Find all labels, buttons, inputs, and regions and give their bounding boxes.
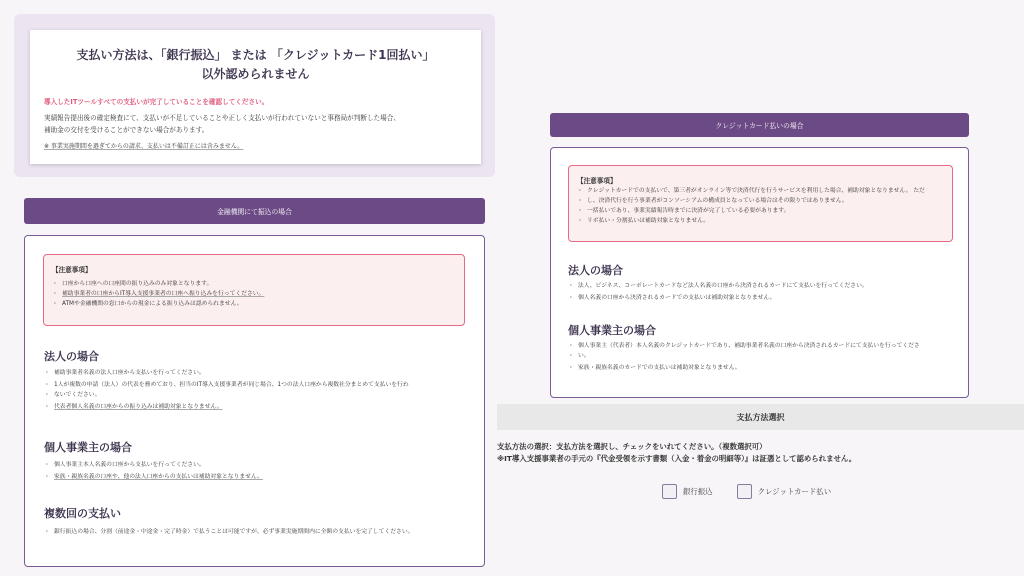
- bank-multi-list: [44, 527, 474, 539]
- list-item: ・ 法人、ビジネス、コーポレートカードなど法人名義の口座から決済されるカードにて支払いを行ってください。: [568, 281, 958, 291]
- bank-section-panel: [24, 235, 485, 567]
- list-item: ・ 家族・親族名義のカードでの支払いは補助対象となりません。: [568, 363, 958, 373]
- credit-sole-heading: 個人事業主の場合: [568, 324, 656, 337]
- list-item: ・ し、決済代行を行う事業者がコンソーシアムの構成員となっている場合はその限りではありません。: [577, 196, 949, 206]
- bank-sole-list: [44, 460, 469, 484]
- list-item: ・ 1人が複数の申請（法人）の代表を務めており、担当のIT導入支援事業者が同じ場合、1つの法人口座から複数社分まとめて支払いを行わ: [44, 380, 469, 390]
- list-item: ・ 一括払いであり、事業実績報告時までに決済が完了している必要があります。: [577, 206, 949, 216]
- credit-card-checkbox[interactable]: [737, 484, 752, 499]
- credit-corp-heading: 法人の場合: [568, 264, 623, 277]
- list-item: ・ 口座から口座への口座間の振り込みのみ対象となります。: [52, 279, 460, 289]
- credit-corp-list: [568, 281, 958, 305]
- list-item: ・ 補助事業者名義の法人口座から支払いを行ってください。: [44, 368, 469, 378]
- notice-footnote: ※ 事業実施期間を過ぎてからの請求、支払いは不備訂正には含みません。: [44, 143, 244, 150]
- list-item: ・ 個人事業主本人名義の口座から支払いを行ってください。: [44, 460, 469, 470]
- list-item: ・ 補助事業者の口座からIT導入支援事業者の口座へ振り込みを行ってください。: [52, 289, 460, 299]
- credit-caution-box: [568, 165, 953, 242]
- list-item: ・ い。: [568, 351, 958, 361]
- bank-transfer-label[interactable]: 銀行振込: [683, 487, 713, 496]
- notice-confirm-text: 導入したITツールすべての支払いが完了していることを確認してください。: [44, 98, 269, 106]
- bank-caution-box: [43, 254, 465, 326]
- credit-section-header: クレジットカード払いの場合: [550, 113, 969, 137]
- bank-multi-heading: 複数回の支払い: [44, 507, 121, 520]
- bank-corp-heading: 法人の場合: [44, 350, 99, 363]
- notice-title: 支払い方法は、「銀行振込」 または 「クレジットカード1回払い」 以外認められません: [76, 48, 435, 81]
- credit-caution-list: [577, 186, 949, 226]
- list-item: ・ クレジットカードでの支払いで、第三者がオンライン等で決済代行を行うサービスを利用した場合、補助対象となりません。 ただ: [577, 186, 949, 196]
- payment-selection-description: 支払方法の選択：支払方法を選択し、チェックをいれてください。（複数選択可） ※IT導入支援事業者の手元の『代金受領を示す書類（入金・着金の明細等）』は証憑として認められません。: [497, 442, 857, 463]
- list-item: ・ リボ払い・分割払いは補助対象となりません。: [577, 216, 949, 226]
- bank-caution-title: 【注意事項】: [52, 266, 92, 274]
- list-item: ・ 銀行振込の場合、分割（前途金・中途金・完了時金）で払うことは可能ですが、必ず事業実施期間内に全額の支払いを完了してください。: [44, 527, 474, 537]
- list-item: ・ ATMや金融機関の窓口からの現金による振り込みは認められません。: [52, 299, 460, 309]
- payment-options: [662, 484, 855, 499]
- list-item: ・ 個人名義の口座から決済されるカードでの支払いは補助対象となりません。: [568, 293, 958, 303]
- list-item: ・ 代表者個人名義の口座からの振り込みは補助対象となりません。: [44, 402, 469, 412]
- bank-section-header: 金融機関にて振込の場合: [24, 198, 485, 224]
- credit-sole-list: [568, 341, 958, 375]
- list-item: ・ 個人事業主（代表者）本人名義のクレジットカードであり、補助事業者名義の口座から決済されるカードにて支払いを行ってくださ: [568, 341, 958, 351]
- credit-card-label[interactable]: クレジットカード払い: [757, 487, 832, 496]
- bank-corp-list: [44, 368, 469, 414]
- notice-body: 実績報告提出後の確定検査にて、支払いが不足していることや正しく支払いが行われていないと事務局が判断した場合、 補助金の交付を受けることができない場合があります。: [44, 114, 400, 134]
- bank-sole-heading: 個人事業主の場合: [44, 441, 132, 454]
- payment-selection-header: 支払方法選択: [497, 404, 1024, 430]
- credit-section-panel: [550, 147, 969, 398]
- list-item: ・ 家族・親族名義の口座や、他の法人口座からの支払いは補助対象となりません。: [44, 472, 469, 482]
- notice-card: [30, 30, 481, 164]
- bank-transfer-checkbox[interactable]: [662, 484, 677, 499]
- credit-caution-title: 【注意事項】: [577, 177, 617, 185]
- bank-caution-list: [52, 279, 460, 309]
- list-item: ・ ないでください。: [44, 390, 469, 400]
